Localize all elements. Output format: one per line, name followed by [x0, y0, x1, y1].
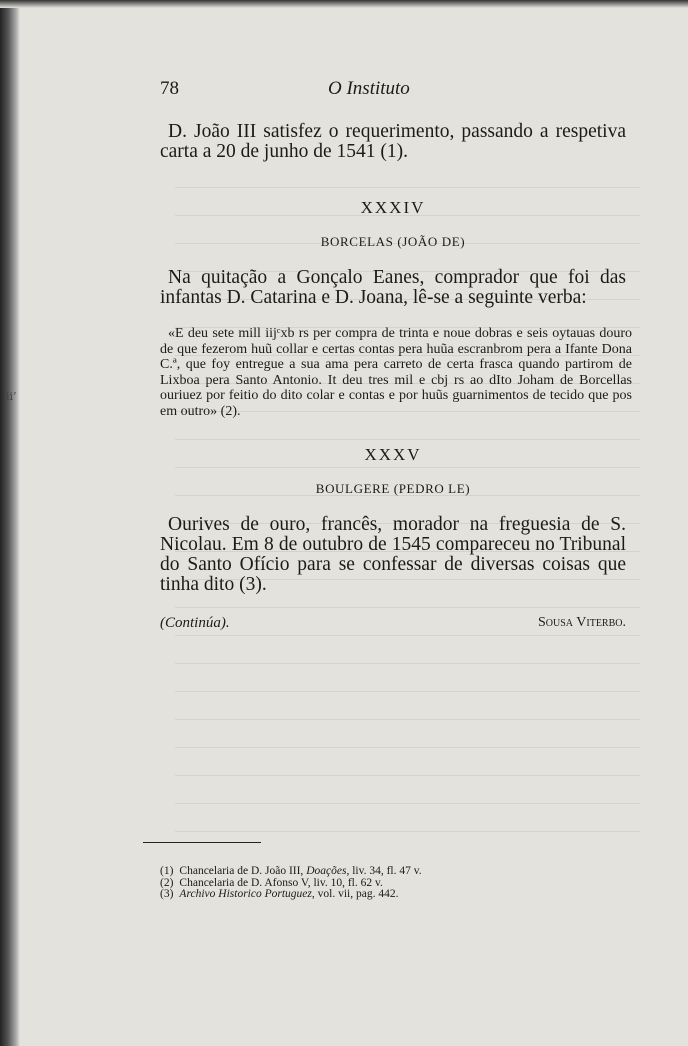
footnote-marker: (1): [160, 865, 174, 877]
entry-name-34: BORCELAS (JOÃO DE): [320, 234, 466, 249]
signoff: [160, 615, 626, 632]
entry-34-quote: «E deu sete mill iijᶜxb rs per compra de trinta e noue dobras e seis oytauas douro de que fezerom huũ collar e certas contas pera huũa escranbrom pera a Ifante Dona C.ª, que foy entregue a sua ama pera carreto de certa frasca quando partirom de Lixboa pera Santo Antonio. It deu tres mil e cbj rs ao dIto Joham de Borcellas ouriuez por feitio do dito colar e contas e por huũs guarnimentos de tecido que pos em outro» (2).: [160, 326, 632, 419]
section-numeral-35: XXXV: [364, 445, 422, 464]
footnote-marker: (3): [160, 888, 174, 900]
page-edge-shadow: [0, 0, 20, 1046]
entry-name-35: BOULGERE (PEDRO LE): [315, 481, 471, 496]
footnotes: [160, 866, 600, 901]
footnote-rule: [143, 842, 261, 843]
footnote-title: Doações: [306, 865, 347, 877]
page-content: [160, 78, 632, 632]
footnote-text: Chancelaria de D. João III,: [179, 865, 307, 877]
footnote-3: [160, 889, 600, 901]
page-number: 78: [160, 78, 179, 99]
continued-note: (Continúa).: [160, 615, 230, 631]
running-header: [160, 78, 626, 106]
footnote-ref: , liv. 34, fl. 47 v.: [346, 865, 422, 877]
footnote-ref: , vol. vii, pag. 442.: [311, 888, 399, 900]
margin-mark: ii’: [6, 390, 17, 403]
running-title: O Instituto: [328, 78, 410, 99]
footnote-text: Chancelaria de D. Afonso V, liv. 10, fl. 62 v.: [179, 876, 383, 889]
section-numeral-34: XXXIV: [360, 198, 426, 217]
entry-35-text: Ourives de ouro, francês, morador na freguesia de S. Nicolau. Em 8 de outubro de 1545 compareceu no Tribunal do Santo Ofício para se confessar de diversas coisas que tinha dito (3).: [160, 514, 626, 595]
footnote-marker: (2): [160, 876, 174, 889]
paragraph-1: D. João III satisfez o requerimento, passando a respetiva carta a 20 de junho de 1541 (1).: [160, 121, 626, 162]
entry-34-intro: Na quitação a Gonçalo Eanes, comprador que foi das infantas D. Catarina e D. Joana, lê-se a seguinte verba:: [160, 267, 626, 308]
author-signature: Sousa Viterbo.: [538, 615, 626, 630]
page-top-shadow: [0, 0, 688, 8]
footnote-title: Archivo Historico Portuguez: [179, 888, 312, 900]
